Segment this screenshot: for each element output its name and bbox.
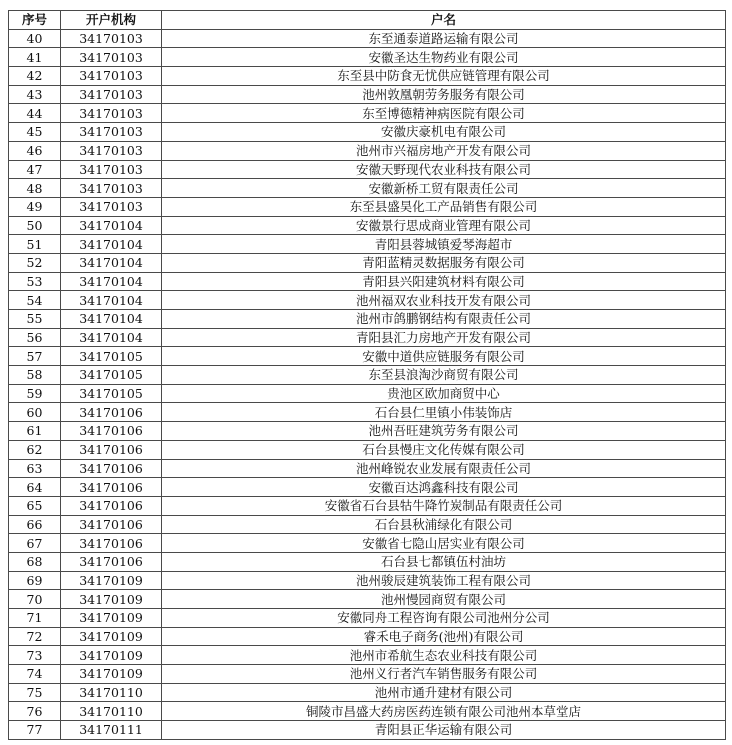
cell-institution: 34170104	[61, 291, 162, 310]
header-account-name: 户名	[162, 11, 726, 30]
cell-account-name: 池州骏辰建筑装饰工程有限公司	[162, 571, 726, 590]
table-row	[9, 571, 726, 590]
table-row	[9, 104, 726, 123]
cell-serial: 60	[9, 403, 61, 422]
cell-institution: 34170109	[61, 646, 162, 665]
cell-institution: 34170103	[61, 179, 162, 198]
cell-account-name: 石台县七都镇伍村油坊	[162, 552, 726, 571]
table-row	[9, 590, 726, 609]
table-row	[9, 160, 726, 179]
cell-account-name: 石台县仁里镇小伟装饰店	[162, 403, 726, 422]
cell-institution: 34170103	[61, 48, 162, 67]
cell-account-name: 池州市鸽鹏钢结构有限责任公司	[162, 310, 726, 329]
cell-institution: 34170105	[61, 366, 162, 385]
cell-account-name: 安徽新桥工贸有限责任公司	[162, 179, 726, 198]
header-institution: 开户机构	[61, 11, 162, 30]
cell-serial: 73	[9, 646, 61, 665]
cell-institution: 34170106	[61, 422, 162, 441]
cell-institution: 34170104	[61, 235, 162, 254]
cell-account-name: 池州慢园商贸有限公司	[162, 590, 726, 609]
cell-serial: 46	[9, 141, 61, 160]
table-header	[9, 11, 726, 30]
cell-institution: 34170103	[61, 123, 162, 142]
cell-institution: 34170105	[61, 384, 162, 403]
table-row	[9, 123, 726, 142]
cell-account-name: 池州吾旺建筑劳务有限公司	[162, 422, 726, 441]
table-row	[9, 235, 726, 254]
cell-institution: 34170104	[61, 328, 162, 347]
table-row	[9, 67, 726, 86]
cell-serial: 66	[9, 515, 61, 534]
table-row	[9, 403, 726, 422]
cell-serial: 56	[9, 328, 61, 347]
cell-serial: 50	[9, 216, 61, 235]
cell-account-name: 池州峰锐农业发展有限责任公司	[162, 459, 726, 478]
cell-serial: 44	[9, 104, 61, 123]
cell-account-name: 池州市通升建材有限公司	[162, 683, 726, 702]
table-row	[9, 459, 726, 478]
cell-account-name: 东至县盛昊化工产品销售有限公司	[162, 197, 726, 216]
cell-account-name: 东至县中防食无忧供应链管理有限公司	[162, 67, 726, 86]
table-row	[9, 179, 726, 198]
cell-serial: 58	[9, 366, 61, 385]
table-row	[9, 85, 726, 104]
cell-account-name: 青阳县兴阳建筑材料有限公司	[162, 272, 726, 291]
cell-account-name: 青阳县汇力房地产开发有限公司	[162, 328, 726, 347]
table-row	[9, 422, 726, 441]
table-row	[9, 552, 726, 571]
cell-serial: 61	[9, 422, 61, 441]
table-row	[9, 347, 726, 366]
cell-account-name: 池州义行者汽车销售服务有限公司	[162, 665, 726, 684]
cell-institution: 34170106	[61, 459, 162, 478]
cell-institution: 34170103	[61, 160, 162, 179]
cell-account-name: 池州市兴福房地产开发有限公司	[162, 141, 726, 160]
cell-serial: 67	[9, 534, 61, 553]
table-row	[9, 440, 726, 459]
table-row	[9, 291, 726, 310]
cell-account-name: 东至县浪淘沙商贸有限公司	[162, 366, 726, 385]
cell-account-name: 石台县秋浦绿化有限公司	[162, 515, 726, 534]
cell-serial: 72	[9, 627, 61, 646]
cell-institution: 34170103	[61, 85, 162, 104]
cell-serial: 68	[9, 552, 61, 571]
cell-institution: 34170103	[61, 104, 162, 123]
cell-account-name: 东至通泰道路运输有限公司	[162, 29, 726, 48]
table-row	[9, 29, 726, 48]
cell-account-name: 东至博德精神病医院有限公司	[162, 104, 726, 123]
cell-serial: 69	[9, 571, 61, 590]
cell-account-name: 石台县慢庄文化传媒有限公司	[162, 440, 726, 459]
table-body	[9, 29, 726, 739]
table-row	[9, 534, 726, 553]
cell-serial: 74	[9, 665, 61, 684]
cell-serial: 62	[9, 440, 61, 459]
cell-serial: 42	[9, 67, 61, 86]
cell-institution: 34170106	[61, 496, 162, 515]
cell-serial: 64	[9, 478, 61, 497]
table-row	[9, 272, 726, 291]
table-row	[9, 646, 726, 665]
cell-serial: 51	[9, 235, 61, 254]
header-serial: 序号	[9, 11, 61, 30]
account-table	[8, 10, 726, 740]
cell-serial: 45	[9, 123, 61, 142]
cell-institution: 34170109	[61, 590, 162, 609]
cell-institution: 34170110	[61, 702, 162, 721]
cell-account-name: 安徽中道供应链服务有限公司	[162, 347, 726, 366]
cell-serial: 76	[9, 702, 61, 721]
table-row	[9, 665, 726, 684]
cell-account-name: 安徽景行思成商业管理有限公司	[162, 216, 726, 235]
table-row	[9, 384, 726, 403]
table-row	[9, 721, 726, 740]
table-row	[9, 310, 726, 329]
cell-account-name: 青阳县正华运输有限公司	[162, 721, 726, 740]
cell-institution: 34170106	[61, 440, 162, 459]
cell-institution: 34170111	[61, 721, 162, 740]
cell-serial: 57	[9, 347, 61, 366]
cell-account-name: 安徽省七隐山居实业有限公司	[162, 534, 726, 553]
cell-institution: 34170106	[61, 515, 162, 534]
cell-serial: 77	[9, 721, 61, 740]
cell-account-name: 池州市希航生态农业科技有限公司	[162, 646, 726, 665]
cell-institution: 34170103	[61, 197, 162, 216]
cell-serial: 49	[9, 197, 61, 216]
cell-account-name: 睿禾电子商务(池州)有限公司	[162, 627, 726, 646]
table-row	[9, 478, 726, 497]
cell-serial: 48	[9, 179, 61, 198]
cell-institution: 34170103	[61, 141, 162, 160]
cell-account-name: 池州敦凰朝劳务服务有限公司	[162, 85, 726, 104]
table-row	[9, 515, 726, 534]
cell-serial: 70	[9, 590, 61, 609]
table-row	[9, 253, 726, 272]
cell-serial: 41	[9, 48, 61, 67]
table-row	[9, 328, 726, 347]
table-row	[9, 197, 726, 216]
table-row	[9, 216, 726, 235]
cell-account-name: 安徽庆豪机电有限公司	[162, 123, 726, 142]
cell-serial: 40	[9, 29, 61, 48]
cell-serial: 59	[9, 384, 61, 403]
cell-serial: 52	[9, 253, 61, 272]
cell-serial: 53	[9, 272, 61, 291]
cell-institution: 34170103	[61, 67, 162, 86]
cell-account-name: 青阳蓝精灵数据服务有限公司	[162, 253, 726, 272]
cell-account-name: 安徽圣达生物药业有限公司	[162, 48, 726, 67]
cell-institution: 34170104	[61, 253, 162, 272]
header-row	[9, 11, 726, 30]
table-row	[9, 496, 726, 515]
cell-institution: 34170106	[61, 534, 162, 553]
table-row	[9, 48, 726, 67]
table-row	[9, 627, 726, 646]
cell-serial: 55	[9, 310, 61, 329]
table-row	[9, 683, 726, 702]
cell-institution: 34170110	[61, 683, 162, 702]
table-row	[9, 609, 726, 628]
cell-institution: 34170104	[61, 272, 162, 291]
cell-account-name: 贵池区欧加商贸中心	[162, 384, 726, 403]
cell-serial: 63	[9, 459, 61, 478]
cell-serial: 71	[9, 609, 61, 628]
cell-account-name: 池州福双农业科技开发有限公司	[162, 291, 726, 310]
cell-institution: 34170109	[61, 609, 162, 628]
cell-account-name: 铜陵市昌盛大药房医药连锁有限公司池州本草堂店	[162, 702, 726, 721]
cell-institution: 34170105	[61, 347, 162, 366]
table-row	[9, 702, 726, 721]
cell-serial: 54	[9, 291, 61, 310]
cell-institution: 34170109	[61, 665, 162, 684]
cell-serial: 65	[9, 496, 61, 515]
cell-serial: 47	[9, 160, 61, 179]
cell-institution: 34170106	[61, 403, 162, 422]
table-row	[9, 141, 726, 160]
cell-serial: 75	[9, 683, 61, 702]
cell-account-name: 青阳县蓉城镇爱琴海超市	[162, 235, 726, 254]
cell-account-name: 安徽百达鸿鑫科技有限公司	[162, 478, 726, 497]
cell-institution: 34170109	[61, 571, 162, 590]
cell-account-name: 安徽省石台县牯牛降竹炭制品有限责任公司	[162, 496, 726, 515]
cell-account-name: 安徽天野现代农业科技有限公司	[162, 160, 726, 179]
cell-account-name: 安徽同舟工程咨询有限公司池州分公司	[162, 609, 726, 628]
table-row	[9, 366, 726, 385]
cell-institution: 34170109	[61, 627, 162, 646]
cell-institution: 34170106	[61, 478, 162, 497]
cell-institution: 34170104	[61, 310, 162, 329]
cell-serial: 43	[9, 85, 61, 104]
cell-institution: 34170104	[61, 216, 162, 235]
cell-institution: 34170103	[61, 29, 162, 48]
cell-institution: 34170106	[61, 552, 162, 571]
